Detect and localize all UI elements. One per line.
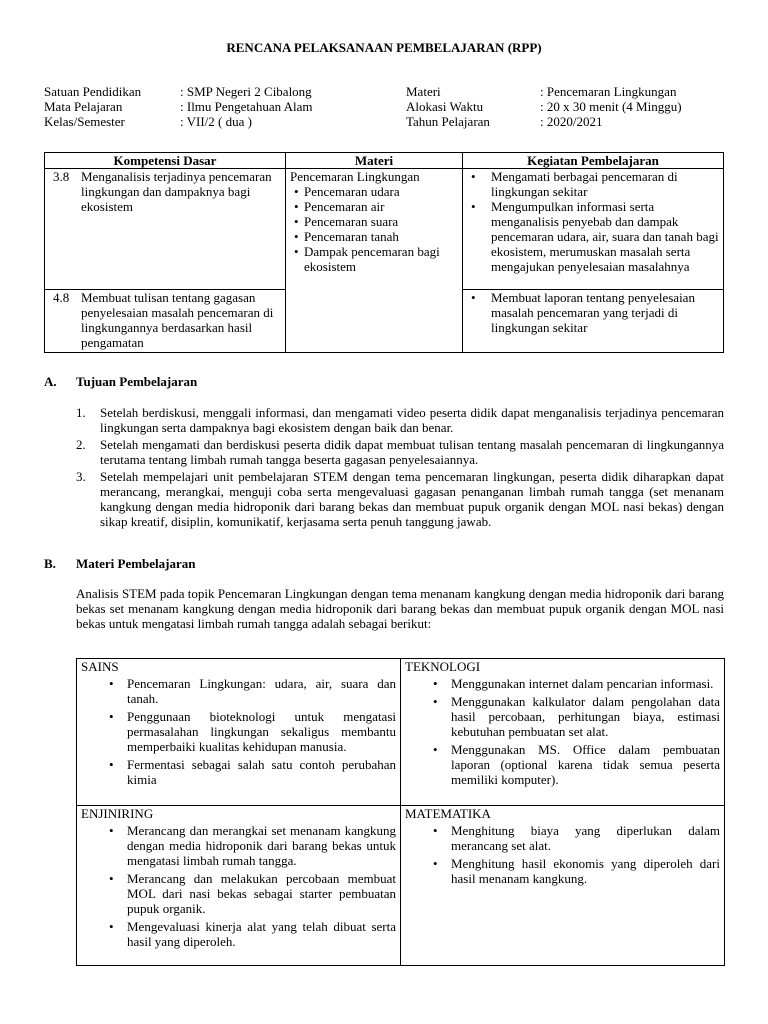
kd-cell [45,169,286,290]
section-b-heading [44,556,195,571]
section-title: Tujuan Pembelajaran [76,374,198,389]
list-item: • Merancang dan melakukan percobaan membuat MOL dari nasi bekas sebagai starter pembuatan pupuk organik. [81,871,396,916]
list-item: • Mengumpulkan informasi serta menganalisis penyebab dan dampak pencemaran udara, air, suara dan tanah bagi ekosistem, merumuskan masalah serta mengajukan penyelesaian masalahnya [467,199,719,274]
stem-list [405,676,720,787]
materi-list [290,184,458,274]
kd-cell [45,290,286,353]
kegiatan-cell [463,290,724,353]
stem-cell-title: TEKNOLOGI [405,659,481,674]
list-item: • Menghitung hasil ekonomis yang diperoleh dari hasil menanam kangkung. [405,856,720,886]
item-number: 2. [76,437,86,452]
kompetensi-table [44,152,724,353]
list-item: • Mengevaluasi kinerja alat yang telah dibuat serta hasil yang diperoleh. [81,919,396,949]
meta-value: : Pencemaran Lingkungan [540,84,677,99]
meta-label: Kelas/Semester [44,114,125,129]
meta-value: : VII/2 ( dua ) [180,114,252,129]
stem-cell-enjiniring [77,806,401,966]
meta-label: Satuan Pendidikan [44,84,142,99]
meta-value: : 20 x 30 menit (4 Minggu) [540,99,682,114]
stem-list [81,823,396,949]
meta-row [44,84,313,99]
kd-text: Menganalisis terjadinya pencemaran lingkungan dan dampaknya bagi ekosistem [81,169,272,214]
stem-list [405,823,720,886]
list-item: • Pencemaran suara [290,214,458,229]
section-title: Materi Pembelajaran [76,556,196,571]
list-item: • Pencemaran tanah [290,229,458,244]
kd-text: Membuat tulisan tentang gagasan penyelesaian masalah pencemaran di lingkungannya berdasarkan hasil pengamatan [81,290,274,350]
meta-label: Alokasi Waktu [406,99,484,114]
meta-row [406,84,682,99]
stem-table [76,658,725,966]
stem-cell-title: MATEMATIKA [405,806,491,821]
kegiatan-cell [463,169,724,290]
tujuan-list [76,405,724,529]
stem-cell-matematika [401,806,725,966]
list-item: • Membuat laporan tentang penyelesaian masalah pencemaran yang terjadi di lingkungan sekitar [467,290,719,335]
list-item: • Dampak pencemaran bagi ekosistem [290,244,458,274]
item-text: Setelah mengamati dan berdiskusi peserta didik dapat membuat tulisan tentang masalah pencemaran di lingkungannya terutama tentang limbah rumah tangga beserta gagasan penyelesaiannya. [100,437,724,467]
meta-left [44,84,313,129]
kd-number: 3.8 [53,169,70,184]
meta-row [406,99,682,114]
table-header: Kompetensi Dasar [45,153,286,169]
list-item [76,405,724,435]
meta-right [406,84,682,129]
stem-cell-title: SAINS [81,659,119,674]
item-number: 3. [76,469,86,484]
list-item: • Merancang dan merangkai set menanam kangkung dengan media hidroponik dari barang bekas untuk mengatasi limbah rumah tangga. [81,823,396,868]
item-text: Setelah mempelajari unit pembelajaran STEM dengan tema pencemaran lingkungan, peserta didik diharapkan dapat merancang, merangkai, menguji coba serta mengevaluasi gagasan penanganan limbah rumah tangga (set menanam kangkung dengan media hidroponik dari barang bekas dan membuat pupuk organik dengan MOL nasi bekas) dengan sikap kreatif, disiplin, komunikatif, kerjasama serta penuh tanggung jawab. [100,469,724,529]
kegiatan-list [467,169,719,274]
list-item: • Menggunakan internet dalam pencarian informasi. [405,676,720,691]
stem-cell-sains [77,659,401,806]
item-text: Setelah berdiskusi, menggali informasi, dan mengamati video peserta didik dapat menganalisis terjadinya pencemaran lingkungan serta dampaknya bagi ekosistem dengan baik dan benar. [100,405,724,435]
materi-paragraph: Analisis STEM pada topik Pencemaran Lingkungan dengan tema menanam kangkung dengan media hidroponik dari barang bekas set menanam kangkung dengan media hidroponik dari barang bekas dan membuat pupuk organik dengan MOL nasi bekas untuk mengatasi limbah rumah tangga adalah sebagai berikut: [76,586,724,631]
table-header: Kegiatan Pembelajaran [463,153,724,169]
stem-cell-title: ENJINIRING [81,806,154,821]
meta-value: : Ilmu Pengetahuan Alam [180,99,313,114]
list-item: • Fermentasi sebagai salah satu contoh perubahan kimia [81,757,396,787]
list-item [76,469,724,529]
list-item: • Pencemaran Lingkungan: udara, air, suara dan tanah. [81,676,396,706]
list-item: • Pencemaran air [290,199,458,214]
section-letter: A. [44,374,57,389]
kegiatan-list [467,290,719,335]
meta-label: Materi [406,84,441,99]
meta-value: : SMP Negeri 2 Cibalong [180,84,312,99]
materi-title: Pencemaran Lingkungan [290,169,420,184]
list-item: • Menghitung biaya yang diperlukan dalam merancang set alat. [405,823,720,853]
materi-cell [286,169,463,353]
table-header: Materi [286,153,463,169]
list-item: • Menggunakan MS. Office dalam pembuatan laporan (optional karena tidak semua peserta memiliki komputer). [405,742,720,787]
meta-row [406,114,682,129]
stem-cell-teknologi [401,659,725,806]
meta-row [44,114,313,129]
section-letter: B. [44,556,56,571]
meta-value: : 2020/2021 [540,114,603,129]
meta-label: Tahun Pelajaran [406,114,490,129]
list-item [76,437,724,467]
list-item: • Menggunakan kalkulator dalam pengolahan data hasil percobaan, perhitungan biaya, estimasi kebutuhan pembuatan set alat. [405,694,720,739]
kd-number: 4.8 [53,290,70,305]
list-item: • Mengamati berbagai pencemaran di lingkungan sekitar [467,169,719,199]
item-number: 1. [76,405,86,420]
meta-row [44,99,313,114]
list-item: • Penggunaan bioteknologi untuk mengatasi permasalahan lingkungan sekaligus membantu memperbaiki kualitas kehidupan manusia. [81,709,396,754]
stem-list [81,676,396,787]
meta-label: Mata Pelajaran [44,99,123,114]
page-title: RENCANA PELAKSANAAN PEMBELAJARAN (RPP) [226,40,542,55]
list-item: • Pencemaran udara [290,184,458,199]
section-a-heading [44,374,197,389]
